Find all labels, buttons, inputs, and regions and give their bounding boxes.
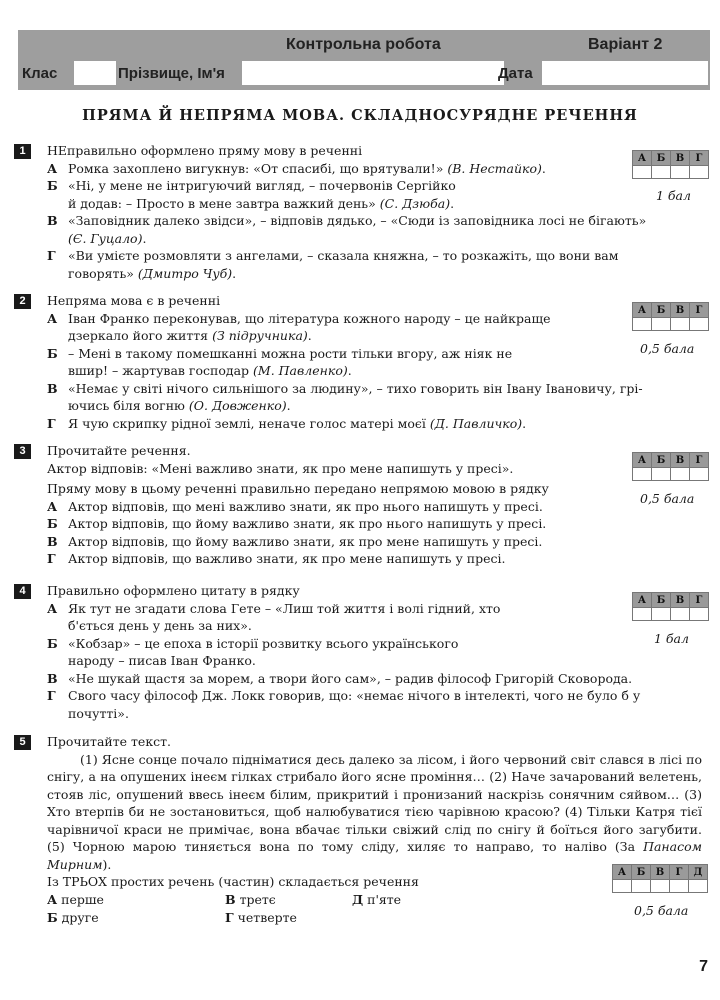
answer-cell[interactable] (671, 166, 690, 179)
answer-cell[interactable] (633, 468, 652, 481)
name-label: Прізвище, Ім'я (118, 65, 225, 82)
option-letter: А (47, 600, 58, 616)
option-b[interactable] (47, 177, 646, 212)
answer-letter: Д (689, 865, 708, 880)
name-field[interactable] (242, 61, 504, 85)
answer-cell[interactable] (690, 166, 709, 179)
answer-letter: Б (652, 453, 671, 468)
option-letter: Г (47, 248, 56, 263)
answer-letter: А (633, 453, 652, 468)
option-tail: . (286, 398, 291, 413)
option-text-2: б'ється день у день за них». (68, 618, 252, 633)
option-letter: Б (47, 178, 58, 193)
options-row-2 (47, 909, 702, 927)
answer-cell[interactable] (671, 468, 690, 481)
question-number: 3 (14, 444, 31, 459)
answer-letter: Б (652, 593, 671, 608)
question-prompt: Правильно оформлено цитату в рядку (47, 583, 300, 598)
option-a[interactable] (47, 160, 646, 178)
answer-cell[interactable] (652, 468, 671, 481)
option-text: Актор відповів, що йому важливо знати, як про мене напишуть у пресі. (68, 533, 543, 549)
question-prompt: Непряма мова є в реченні (47, 293, 221, 308)
reading-text-end: ). (102, 856, 112, 872)
answer-letter: Б (652, 151, 671, 166)
option-letter: Г (225, 909, 234, 925)
answer-letter: Б (632, 865, 651, 880)
points-2: 0,5 бала (640, 341, 695, 356)
option-letter: В (47, 670, 58, 686)
option-source: (Д. Павличко) (429, 415, 523, 431)
answer-cell[interactable] (690, 318, 709, 331)
reading-text-main: (1) Ясне сонце почало підніматися десь далеко за лісом, і його червоний світ слався в лісі по снігу, а на опушених інеєм гілках стрибало його ясне проміння… (2) Наче зачарований велетень, стояв ліс, опушений ввесь інеєм білим, прикритий і пронизаний наскрізь сонячним сяйвом… (3) Хто втерпів би не зостановиться, щоб налюбуватися тією чарівною красою? (4) Тільки Катря тієї чарівничої краси не примічає, вона вбачає тільки свіжий слід по снігу й боїться його загубити. (5) Чорною марою тиняється вона по тому сліду, хиляє то направо, то наліво (За (47, 751, 702, 854)
answer-letter: А (633, 151, 652, 166)
option-a[interactable] (47, 310, 643, 345)
option-tail: . (142, 230, 147, 246)
answer-cell[interactable] (632, 880, 651, 893)
option-letter: А (47, 891, 58, 907)
option-text: «Ви умієте розмовляти з ангелами, – сказала княжна, – то розкажіть, що вони вам (68, 248, 619, 263)
option-text: Як тут не згадати слова Гете – «Лиш той життя і волі гідний, хто (68, 600, 501, 616)
answer-letter: А (613, 865, 632, 880)
answer-letter: Г (690, 593, 709, 608)
option-c[interactable] (47, 212, 646, 247)
answer-cell[interactable] (633, 608, 652, 621)
option-c[interactable] (47, 670, 640, 688)
answer-letter: А (633, 303, 652, 318)
option-source: (С. Дзюба) (379, 195, 451, 211)
answer-letter: Г (690, 303, 709, 318)
answer-letter: Г (690, 453, 709, 468)
option-letter: В (225, 891, 236, 907)
option-e[interactable] (352, 891, 401, 909)
answer-grid-5 (612, 864, 708, 893)
answer-letter: В (671, 593, 690, 608)
option-source: (Є. Гуцало) (68, 230, 143, 246)
option-text: Іван Франко переконував, що література кожного народу – це найкраще (68, 310, 551, 326)
points-4: 1 бал (654, 631, 689, 646)
options-row-1 (47, 891, 702, 909)
option-text: «Заповідник далеко звідси», – відповів дядько, – «Сюди із заповідника лосі не бігають» (68, 213, 647, 228)
option-tail: . (232, 265, 237, 281)
answer-cell[interactable] (651, 880, 670, 893)
test-header (18, 30, 710, 90)
option-tail: . (522, 415, 527, 431)
answer-grid-2 (632, 302, 709, 331)
option-text: Свого часу філософ Дж. Локк говорив, що: «немає нічого в інтелекті, чого не було б у (68, 688, 641, 703)
option-b[interactable] (47, 345, 643, 380)
date-label: Дата (498, 65, 533, 82)
question-number: 5 (14, 735, 31, 750)
answer-letter: В (671, 453, 690, 468)
answer-letter: А (633, 593, 652, 608)
option-tail: . (307, 328, 312, 343)
question-quote: Актор відповів: «Мені важливо знати, як про мене напишуть у пресі». (47, 460, 514, 476)
question-number: 2 (14, 294, 31, 309)
option-text: перше (61, 891, 104, 907)
answer-cell[interactable] (689, 880, 708, 893)
option-letter: В (47, 533, 58, 549)
answer-letter: В (651, 865, 670, 880)
question-prompt: Прочитайте речення. (47, 443, 191, 458)
answer-grid-4 (632, 592, 709, 621)
option-tail: . (450, 195, 455, 211)
answer-cell[interactable] (633, 166, 652, 179)
option-source: (О. Довженко) (188, 398, 287, 413)
header-variant: Варіант 2 (588, 36, 663, 53)
option-letter: В (47, 213, 58, 228)
option-source: (В. Нестайко) (447, 160, 542, 176)
option-letter: Б (47, 345, 58, 361)
option-text-2: дзеркало його життя (68, 328, 209, 343)
question-prompt-2: Із ТРЬОХ простих речень (частин) складається речення (47, 874, 419, 889)
option-d[interactable] (47, 550, 549, 568)
option-text-2: ючись біля вогню (68, 398, 185, 413)
class-label: Клас (22, 65, 58, 82)
option-source: (М. Павленко) (253, 363, 348, 378)
option-a[interactable] (47, 891, 104, 909)
answer-cell[interactable] (690, 608, 709, 621)
option-letter: В (47, 380, 58, 396)
option-d[interactable] (47, 415, 643, 433)
points-3: 0,5 бала (640, 491, 695, 506)
option-tail: . (541, 160, 546, 176)
class-field[interactable] (74, 61, 116, 85)
option-source: (Дмитро Чуб) (137, 265, 233, 281)
answer-cell[interactable] (652, 318, 671, 331)
option-letter: А (47, 310, 58, 326)
option-letter: А (47, 498, 58, 514)
option-text: Актор відповів, що йому важливо знати, як про нього напишуть у пресі. (68, 516, 547, 531)
option-c[interactable] (225, 891, 276, 909)
page-heading: ПРЯМА Й НЕПРЯМА МОВА. СКЛАДНОСУРЯДНЕ РЕЧЕННЯ (82, 107, 638, 124)
question-number: 1 (14, 144, 31, 159)
header-title: Контрольна робота (286, 36, 441, 53)
answer-cell[interactable] (633, 318, 652, 331)
option-letter: Б (47, 516, 58, 531)
question-prompt: Прочитайте текст. (47, 734, 172, 749)
option-text: «Не шукай щастя за морем, а твори його сам», – радив філософ Григорій Сковорода. (68, 670, 633, 686)
reading-text-author: Панасом Мирним (47, 839, 702, 872)
reading-text (47, 751, 702, 874)
option-b[interactable] (47, 909, 99, 927)
option-text: – Мені в такому помешканні можна рости тільки вгору, аж ніяк не (68, 345, 513, 361)
option-letter: Г (47, 415, 56, 431)
answer-cell[interactable] (670, 880, 689, 893)
option-d[interactable] (47, 687, 640, 722)
answer-cell[interactable] (613, 880, 632, 893)
answer-cell[interactable] (671, 608, 690, 621)
option-d[interactable] (47, 247, 646, 282)
option-a[interactable] (47, 600, 640, 635)
option-text: «Немає у світі нічого сильнішого за людину», – тихо говорить він Івану Івановичу, грі- (68, 380, 643, 396)
option-b[interactable] (47, 515, 549, 533)
question-prompt-2: Пряму мову в цьому реченні правильно передано непрямою мовою в рядку (47, 481, 549, 496)
option-text: третє (239, 891, 276, 907)
option-b[interactable] (47, 635, 640, 670)
option-text: п'яте (367, 891, 402, 907)
option-d[interactable] (225, 909, 297, 927)
points-5: 0,5 бала (634, 903, 689, 918)
option-text-2: почутті». (68, 705, 129, 721)
date-field[interactable] (542, 61, 708, 85)
option-text: друге (61, 909, 99, 925)
answer-cell[interactable] (690, 468, 709, 481)
option-letter: Г (47, 551, 56, 566)
option-source: (З підручника) (212, 328, 308, 343)
answer-cell[interactable] (671, 318, 690, 331)
option-text: «Ні, у мене не інтригуючий вигляд, – почервонів Сергійко (68, 178, 456, 193)
option-a[interactable] (47, 498, 549, 516)
answer-letter: Г (690, 151, 709, 166)
answer-letter: Б (652, 303, 671, 318)
answer-letter: В (671, 151, 690, 166)
option-text: Актор відповів, що важливо знати, як про мене напишуть у пресі. (68, 551, 506, 566)
option-letter: Г (47, 688, 56, 703)
option-text-2: й додав: – Просто в мене завтра важкий день» (68, 195, 376, 211)
option-letter: А (47, 160, 58, 176)
page-number: 7 (699, 958, 708, 975)
answer-cell[interactable] (652, 608, 671, 621)
option-text: Актор відповів, що мені важливо знати, як про нього напишуть у пресі. (68, 498, 543, 514)
option-letter: Д (352, 891, 364, 907)
option-text: Ромка захоплено вигукнув: «От спасибі, що врятували!» (68, 160, 444, 176)
option-text: «Кобзар» – це епоха в історії розвитку всього українського (68, 635, 459, 651)
option-text-2: вшир! – жартував господар (68, 363, 250, 378)
option-letter: Б (47, 909, 58, 925)
answer-letter: В (671, 303, 690, 318)
option-text-2: говорять» (68, 265, 134, 281)
option-c[interactable] (47, 533, 549, 551)
answer-cell[interactable] (652, 166, 671, 179)
option-tail: . (347, 363, 352, 378)
answer-grid-3 (632, 452, 709, 481)
question-prompt: НЕправильно оформлено пряму мову в реченні (47, 143, 363, 158)
answer-grid-1 (632, 150, 709, 179)
option-letter: Б (47, 635, 58, 651)
option-text-2: народу – писав Іван Франко. (68, 653, 256, 668)
option-c[interactable] (47, 380, 643, 415)
answer-letter: Г (670, 865, 689, 880)
option-text: Я чую скрипку рідної землі, неначе голос матері моєї (68, 415, 426, 431)
points-1: 1 бал (656, 188, 691, 203)
question-number: 4 (14, 584, 31, 599)
option-text: четверте (237, 909, 297, 925)
